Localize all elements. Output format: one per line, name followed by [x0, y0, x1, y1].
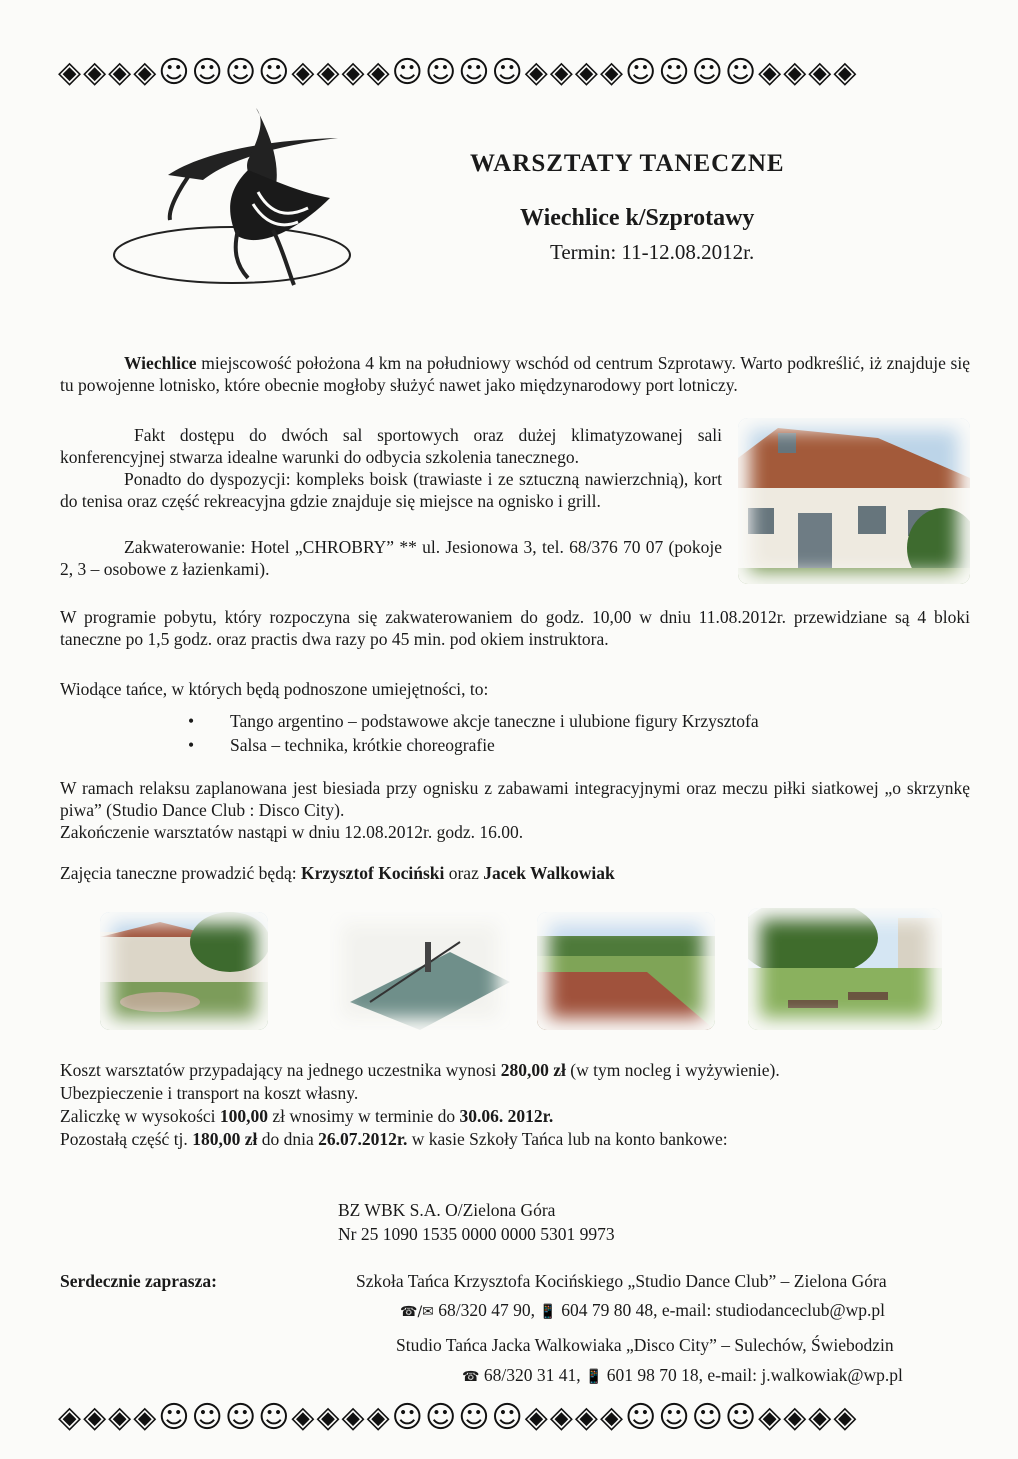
school2-name: Studio Tańca Jacka Walkowiaka „Disco City” – Sulechów, Świebodzin: [396, 1335, 894, 1355]
phone-fax-icon: ☎/✉: [400, 1304, 434, 1320]
cost-line-2: Ubezpieczenie i transport na koszt własny.: [60, 1083, 359, 1103]
event-dates: Termin: 11-12.08.2012r.: [550, 240, 755, 264]
ending-line: Zakończenie warsztatów nastąpi w dniu 12.08.2012r. godz. 16.00.: [60, 822, 524, 842]
location-subtitle: Wiechlice k/Szprotawy: [520, 205, 755, 231]
halls-paragraph: Fakt dostępu do dwóch sal sportowych oraz dużej klimatyzowanej sali konferencyjnej stwarza idealne warunki do odbycia szkolenia tanecznego.: [60, 425, 722, 467]
cost-line-3: Zaliczkę w wysokości 100,00 zł wnosimy w terminie do 30.06. 2012r.: [60, 1106, 554, 1126]
recreation-area-photo: [748, 908, 942, 1030]
sports-field-photo: [537, 912, 715, 1030]
facilities-paragraph: Ponadto do dyspozycji: kompleks boisk (trawiaste i ze sztuczną nawierzchnią), kort do tenisa oraz część rekreacyjna gdzie znajduje się miejsce na ognisko i grill.: [60, 469, 722, 511]
tennis-photo: [330, 912, 510, 1030]
grounds-photo: [100, 912, 268, 1030]
phone-icon: ☎: [462, 1369, 480, 1385]
list-item: • Tango argentino – podstawowe akcje taneczne i ulubione figury Krzysztofa: [188, 711, 759, 731]
page-title: WARSZTATY TANECZNE: [470, 150, 785, 177]
cost-line-1: Koszt warsztatów przypadający na jednego uczestnika wynosi 280,00 zł (w tym nocleg i wyżywienie).: [60, 1060, 780, 1080]
program-paragraph: W programie pobytu, który rozpoczyna się zakwaterowaniem do godz. 10,00 w dniu 11.08.2012r. przewidziane są 4 bloki taneczne po 1,5 godz. oraz practis dwa razy po 45 min. pod okiem instruktora.: [60, 607, 970, 649]
decorative-border-bottom: ◈◈◈◈☺☺☺☺◈◈◈◈☺☺☺☺◈◈◈◈☺☺☺☺◈◈◈◈: [58, 1400, 859, 1435]
bank-name: BZ WBK S.A. O/Zielona Góra: [338, 1200, 556, 1220]
school1-contact: ☎/✉ 68/320 47 90, 📱 604 79 80 48, e-mail: studiodanceclub@wp.pl: [400, 1300, 885, 1320]
school2-contact: ☎ 68/320 31 41, 📱 601 98 70 18, e-mail: j.walkowiak@wp.pl: [462, 1365, 903, 1385]
dances-list: [188, 709, 759, 757]
cost-line-4: Pozostałą część tj. 180,00 zł do dnia 26.07.2012r. w kasie Szkoły Tańca lub na konto bankowe:: [60, 1129, 728, 1149]
hotel-photo: [738, 418, 970, 584]
list-item: • Salsa – technika, krótkie choreografie: [188, 735, 495, 755]
decorative-border-top: ◈◈◈◈☺☺☺☺◈◈◈◈☺☺☺☺◈◈◈◈☺☺☺☺◈◈◈◈: [58, 55, 859, 90]
dances-intro: Wiodące tańce, w których będą podnoszone umiejętności, to:: [60, 679, 489, 699]
bank-account: Nr 25 1090 1535 0000 0000 5301 9973: [338, 1224, 615, 1244]
mobile-phone-icon: 📱: [584, 1369, 603, 1385]
school1-name: Szkoła Tańca Krzysztofa Kocińskiego „Studio Dance Club” – Zielona Góra: [356, 1271, 887, 1291]
relax-paragraph: W ramach relaksu zaplanowana jest biesiada przy ognisku z zabawami integracyjnymi oraz meczu piłki siatkowej „o skrzynkę piwa” (Studio Dance Club : Disco City).: [60, 778, 970, 820]
invite-label: Serdecznie zaprasza:: [60, 1271, 217, 1291]
mobile-phone-icon: 📱: [539, 1304, 557, 1320]
instructors-line: Zajęcia taneczne prowadzić będą: Krzysztof Kociński oraz Jacek Walkowiak: [60, 863, 615, 883]
accommodation-paragraph: Zakwaterowanie: Hotel „CHROBRY” ** ul. Jesionowa 3, tel. 68/376 70 07 (pokoje 2, 3 – osobowe z łazienkami).: [60, 537, 722, 579]
dancers-logo: [108, 100, 356, 296]
intro-paragraph: Wiechlice miejscowość położona 4 km na południowy wschód od centrum Szprotawy. Warto podkreślić, iż znajduje się tu powojenne lotnisko, które obecnie mogłoby służyć nawet jako międzynarodowy port lotniczy.: [60, 353, 970, 395]
